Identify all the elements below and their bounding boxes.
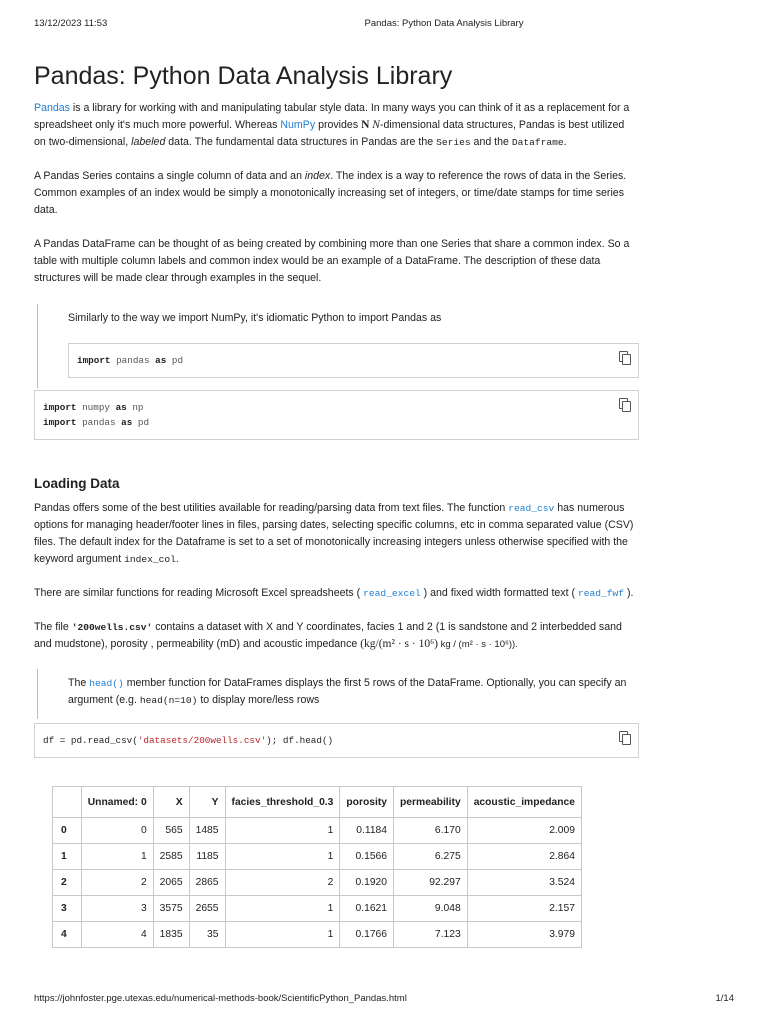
column-header: acoustic_impedance: [467, 787, 581, 818]
table-cell: 9.048: [394, 896, 468, 922]
table-cell: 1: [225, 922, 340, 948]
table-cell: 3.979: [467, 922, 581, 948]
column-header: X: [153, 787, 189, 818]
table-row: [53, 922, 582, 948]
import-note: [37, 304, 639, 388]
series-paragraph: A Pandas Series contains a single column of data and an index. The index is a way to reference the rows of data in the Series. Common examples of an index would be simply a monotonically increasing set of integers, or time/date stamps for time series data.: [34, 170, 627, 216]
table-cell: 0.1920: [340, 870, 394, 896]
intro-text-4: data. The fundamental data structures in Pandas are the: [165, 136, 437, 148]
head-note: [37, 669, 639, 719]
table-cell: 1: [225, 844, 340, 870]
intro-text-6: .: [563, 136, 567, 148]
math-n: N N: [361, 119, 380, 131]
page-title: Pandas: Python Data Analysis Library: [34, 62, 453, 90]
head-link[interactable]: head(): [89, 678, 124, 689]
impedance-unit-math: (kg/(m² · s · 10⁶): [360, 638, 438, 650]
loading-paragraph-3: The file '200wells.csv' contains a dataset with X and Y coordinates, facies 1 and 2 (1 is sandstone and 2 interbedded sand and mudstone), porosity , permeability (mD) and acoustic impedance (kg/(m² · s · 10⁶) kg / (m² · s · 10⁶)).: [34, 621, 622, 650]
row-index: 0: [53, 818, 82, 844]
read-fwf-link[interactable]: read_fwf: [577, 588, 624, 599]
column-header: facies_threshold_0.3: [225, 787, 340, 818]
table-cell: 3.524: [467, 870, 581, 896]
dataframe-table: [52, 786, 582, 948]
article: [34, 58, 639, 758]
loading-paragraph-1: Pandas offers some of the best utilities available for reading/parsing data from text files. The function read_csv has numerous options for managing header/footer lines in files, parsing dates, selecting specific columns, etc in comma separated value (CSV) files. The default index for the Dataframe is set to a set of monotonically increasing integers unless otherwise specified with the keyword argument index_col.: [34, 502, 634, 565]
print-datetime: 13/12/2023 11:53: [34, 18, 108, 29]
import-note-text: Similarly to the way we import NumPy, it's idiomatic Python to import Pandas as: [68, 312, 442, 324]
table-cell: 565: [153, 818, 189, 844]
dataframe-code: Dataframe: [511, 137, 564, 148]
intro-paragraph: [34, 100, 639, 151]
file-name-code: '200wells.csv': [71, 622, 153, 633]
table-cell: 4: [81, 922, 153, 948]
table-cell: 35: [189, 922, 225, 948]
page-number: 1/14: [715, 993, 734, 1004]
row-index: 3: [53, 896, 82, 922]
print-header: [34, 18, 734, 32]
head-n-code: head(n=10): [139, 695, 198, 706]
index-emph: index: [304, 170, 331, 182]
table-cell: 1835: [153, 922, 189, 948]
table-cell: 2585: [153, 844, 189, 870]
intro-text-1: is a library for working with and manipulating tabular style data. In many ways you can think of it as a replacement for a spreadsheet only it's much more powerful. Whereas: [34, 102, 630, 131]
row-index: 1: [53, 844, 82, 870]
table-cell: 1485: [189, 818, 225, 844]
loading-paragraph-2: There are similar functions for reading Microsoft Excel spreadsheets ( read_excel ) and fixed width formatted text ( read_fwf ).: [34, 587, 634, 599]
copy-icon[interactable]: [619, 351, 630, 363]
import-pandas-code-block: import pandas as pd: [68, 343, 639, 378]
column-header: Y: [189, 787, 225, 818]
copy-icon[interactable]: [619, 398, 630, 410]
table-cell: 2: [81, 870, 153, 896]
table-cell: 0.1184: [340, 818, 394, 844]
read-excel-link[interactable]: read_excel: [363, 588, 421, 599]
table-cell: 2065: [153, 870, 189, 896]
import-code-cell: import numpy as np import pandas as pd: [34, 390, 639, 440]
table-cell: 2: [225, 870, 340, 896]
loading-data-heading: Loading Data: [34, 476, 120, 491]
labeled-emph: labeled: [131, 136, 166, 148]
numpy-link[interactable]: NumPy: [280, 119, 316, 131]
table-cell: 6.170: [394, 818, 468, 844]
table-row: [53, 844, 582, 870]
print-footer: [34, 993, 734, 1007]
table-cell: 0.1766: [340, 922, 394, 948]
column-header: porosity: [340, 787, 394, 818]
copy-icon[interactable]: [619, 731, 630, 743]
table-cell: 2865: [189, 870, 225, 896]
column-header: [53, 787, 82, 818]
pandas-link[interactable]: Pandas: [34, 102, 70, 114]
table-cell: 6.275: [394, 844, 468, 870]
table-cell: 1185: [189, 844, 225, 870]
column-header: permeability: [394, 787, 468, 818]
table-cell: 1: [225, 818, 340, 844]
print-title: Pandas: Python Data Analysis Library: [364, 18, 524, 29]
table-row: [53, 818, 582, 844]
table-cell: 3: [81, 896, 153, 922]
row-index: 4: [53, 922, 82, 948]
read-csv-link[interactable]: read_csv: [508, 503, 555, 514]
table-header-row: [53, 787, 582, 818]
column-header: Unnamed: 0: [81, 787, 153, 818]
table-row: [53, 896, 582, 922]
head-note-text: The head() member function for DataFrames displays the first 5 rows of the DataFrame. Optionally, you can specify an argument (e.g. head(n=10) to display more/less rows: [68, 677, 627, 706]
table-cell: 0: [81, 818, 153, 844]
intro-text-3: -dimensional data structures, Pandas is best utilized on two-dimensional,: [34, 119, 625, 148]
table-row: [53, 870, 582, 896]
intro-text-5: and the: [470, 136, 512, 148]
intro-text-2: provides: [315, 119, 362, 131]
table-cell: 7.123: [394, 922, 468, 948]
table-cell: 1: [225, 896, 340, 922]
table-cell: 1: [81, 844, 153, 870]
index-col-code: index_col: [124, 554, 176, 565]
page-url: https://johnfoster.pge.utexas.edu/numerical-methods-book/ScientificPython_Pandas.html: [34, 993, 407, 1004]
table-cell: 0.1566: [340, 844, 394, 870]
table-cell: 0.1621: [340, 896, 394, 922]
table-cell: 92.297: [394, 870, 468, 896]
table-cell: 2.864: [467, 844, 581, 870]
read-csv-code-cell: df = pd.read_csv('datasets/200wells.csv'); df.head(): [34, 723, 639, 758]
row-index: 2: [53, 870, 82, 896]
table-cell: 3575: [153, 896, 189, 922]
table-cell: 2655: [189, 896, 225, 922]
series-code: Series: [436, 137, 471, 148]
dataframe-paragraph: A Pandas DataFrame can be thought of as being created by combining more than one Series that share a common index. So a table with multiple column labels and common index would be an example of a DataFrame. The description of these data structures will be made clear through examples in the sequel.: [34, 238, 630, 284]
table-cell: 2.009: [467, 818, 581, 844]
table-cell: 2.157: [467, 896, 581, 922]
